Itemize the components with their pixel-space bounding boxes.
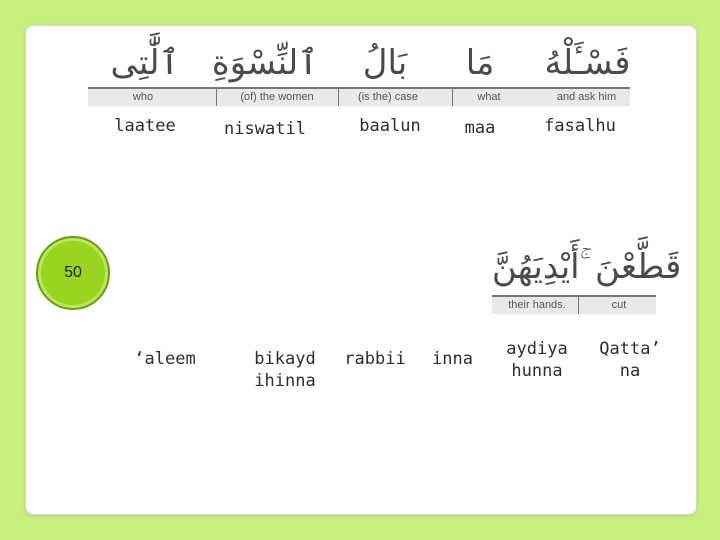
- gloss-their-hands: their hands.: [508, 299, 566, 311]
- gloss-separator: [578, 297, 579, 314]
- slide-number-badge: [36, 236, 110, 310]
- translit-fasalhu: fasalhu: [544, 116, 616, 136]
- translit-maa: maa: [464, 118, 496, 138]
- gloss-case: (is the) case: [358, 91, 418, 103]
- arabic-word-aydiyahunna: أَيْدِيَهُنَّ ۚ: [491, 247, 589, 287]
- translit-qattana: Qatta’ na: [599, 339, 661, 381]
- translit-baalun: baalun: [359, 116, 421, 136]
- arabic-word-qattana: قَطَّعْنَ: [595, 247, 682, 287]
- gloss-cut: cut: [611, 299, 627, 311]
- gloss-and-ask-him: and ask him: [556, 91, 617, 103]
- translit-niswatil: niswatil: [224, 119, 306, 139]
- translit-aydiya-hunna: aydiya hunna: [506, 339, 568, 381]
- slide-number: 50: [64, 264, 82, 281]
- gloss-separator: [338, 89, 339, 106]
- arabic-word-niswatil: ٱلنِّسْوَةِ: [211, 43, 319, 83]
- translit-inna: inna: [432, 349, 473, 369]
- gloss-what: what: [477, 91, 501, 103]
- gloss-the-women: (of) the women: [240, 91, 314, 103]
- gloss-bar-row2: [492, 295, 656, 314]
- arabic-word-maa: مَا: [465, 43, 495, 83]
- gloss-bar-row1: [88, 87, 630, 106]
- arabic-word-fasalhu: فَسْـَٔلْهُ: [544, 43, 631, 83]
- gloss-who: who: [132, 91, 154, 103]
- translit-laatee: laatee: [114, 116, 176, 136]
- gloss-separator: [452, 89, 453, 106]
- arabic-word-laatee: ٱلَّٰتِى: [110, 43, 180, 83]
- gloss-separator: [216, 89, 217, 106]
- arabic-word-baalun: بَالُ: [362, 43, 408, 83]
- translit-rabbii: rabbii: [344, 349, 406, 369]
- translit-bikayd-ihinna: bikayd ihinna: [254, 349, 316, 391]
- translit-aleem: ‘aleem: [134, 349, 196, 369]
